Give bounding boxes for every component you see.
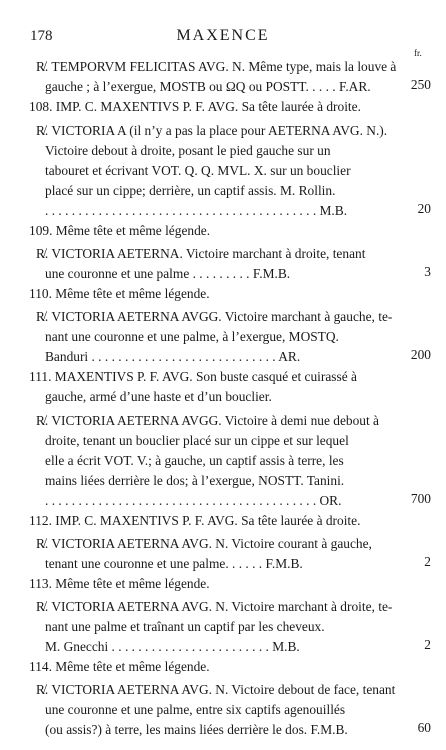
entry-line: mains liées derrière le dos; à l’exergue, NOSTT. Tanini. (45, 473, 345, 488)
entry-line: Victoire debout à droite, posant le pied gauche sur un (45, 143, 331, 158)
entry-line: gauche, armé d’une haste et d’un bouclier. (45, 389, 272, 404)
entry-line: 109. Même tête et même légende. (29, 223, 211, 238)
entry-line: . . . . . . . . . . . . . . . . . . . . . . . . . . . . . . . . . . . . . . . . . OR. (45, 493, 342, 508)
entry-line: placé sur un cippe; derrière, un captif assis. M. Rollin. (45, 183, 336, 198)
entry-line: R̸. VICTORIA AETERNA AVGG. Victoire à demi nue debout à (36, 413, 379, 428)
entry-line: 111. MAXENTIVS P. F. AVG. Son buste casqué et cuirassé à (29, 369, 357, 384)
entry-line: une couronne et une palme . . . . . . . . . F.M.B. (45, 266, 291, 281)
entry-line: R̸. TEMPORVM FELICITAS AVG. N. Même type, mais la louve à (36, 59, 397, 74)
price-value: 250 (410, 77, 431, 92)
entry-line: Banduri . . . . . . . . . . . . . . . . . . . . . . . . . . . . AR. (45, 349, 301, 364)
entry-line: M. Gnecchi . . . . . . . . . . . . . . . . . . . . . . . . M.B. (45, 639, 300, 654)
entry-line: 113. Même tête et même légende. (29, 576, 210, 591)
price-value: 2 (424, 554, 431, 569)
price-value: 700 (410, 491, 431, 506)
running-head: MAXENCE (176, 27, 270, 44)
price-value: 60 (417, 720, 431, 735)
entry-line: gauche ; à l’exergue, MOSTB ou ΩQ ou POSTT. . . . . F.AR. (45, 79, 371, 94)
entry-line: R̸. VICTORIA AETERNA. Victoire marchant à droite, tenant (36, 246, 366, 261)
entry-line: R̸. VICTORIA AETERNA AVG. N. Victoire courant à gauche, (36, 536, 372, 551)
price-value: 20 (417, 201, 431, 216)
entry-line: nant une couronne et une palme, à l’exergue, MOSTQ. (45, 329, 339, 344)
entry-line: elle a écrit VOT. V.; à gauche, un captif assis à terre, les (45, 453, 344, 468)
entry-line: une couronne et une palme, entre six captifs agenouillés (45, 702, 346, 717)
entry-line: 114. Même tête et même légende. (29, 659, 210, 674)
entry-line: (ou assis?) à terre, les mains liées derrière le dos. F.M.B. (45, 722, 348, 737)
price-value: 2 (424, 637, 431, 652)
page-number: 178 (30, 28, 53, 44)
entry-line: 112. IMP. C. MAXENTIVS P. F. AVG. Sa tête laurée à droite. (29, 513, 361, 528)
entry-line: R̸. VICTORIA AETERNA AVG. N. Victoire debout de face, tenant (36, 682, 396, 697)
entry-line: . . . . . . . . . . . . . . . . . . . . . . . . . . . . . . . . . . . . . . . . . M.B. (45, 203, 348, 218)
price-value: 3 (424, 264, 431, 279)
entry-line: R̸. VICTORIA AETERNA AVGG. Victoire marchant à gauche, te- (36, 309, 393, 324)
entry-line: tenant une couronne et une palme. . . . . . F.M.B. (45, 556, 303, 571)
price-value: 200 (410, 347, 431, 362)
entry-line: R̸. VICTORIA AETERNA AVG. N. Victoire marchant à droite, te- (36, 599, 393, 614)
entry-line: R̸. VICTORIA A (il n’y a pas la place pour AETERNA AVG. N.). (36, 123, 388, 138)
entry-line: tabouret et écrivant VOT. Q. Q. MVL. X. sur un bouclier (45, 163, 351, 178)
unit-column-header: fr. (414, 48, 422, 58)
entry-line: 108. IMP. C. MAXENTIVS P. F. AVG. Sa tête laurée à droite. (29, 99, 361, 114)
entry-line: 110. Même tête et même légende. (29, 286, 210, 301)
entry-line: droite, tenant un bouclier placé sur un cippe et sur lequel (45, 433, 349, 448)
entry-line: nant une palme et traînant un captif par les cheveux. (45, 619, 325, 634)
